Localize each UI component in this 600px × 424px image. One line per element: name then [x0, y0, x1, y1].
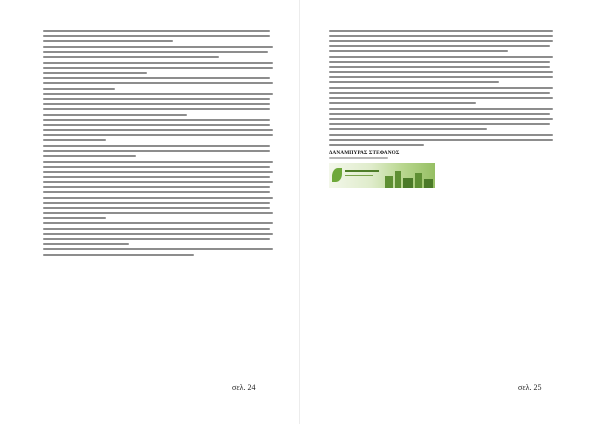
text-line	[43, 119, 270, 121]
text-line	[329, 66, 550, 68]
text-line	[329, 102, 476, 104]
signature-name: ΔΑΝΑΜΠΥΡΑΣ ΣΤΕΦΑΝΟΣ	[329, 149, 400, 156]
text-line	[43, 129, 273, 131]
text-line	[43, 56, 219, 58]
paragraph	[43, 30, 275, 42]
text-line	[43, 155, 136, 157]
text-line	[43, 150, 270, 152]
text-line	[43, 207, 270, 209]
text-line	[329, 128, 487, 130]
text-line	[43, 139, 106, 141]
text-line	[43, 222, 273, 224]
text-line	[329, 35, 553, 37]
text-line	[329, 123, 550, 125]
paragraph	[43, 77, 275, 89]
building-icon	[415, 173, 422, 188]
text-line	[43, 72, 147, 74]
right-page-text	[329, 30, 555, 191]
right-page	[300, 0, 600, 424]
text-line	[329, 81, 499, 83]
text-line	[43, 176, 270, 178]
text-line	[329, 157, 388, 159]
text-line	[329, 139, 553, 141]
text-line	[43, 238, 270, 240]
text-line	[329, 134, 553, 136]
paragraph	[43, 248, 275, 255]
text-line	[43, 191, 270, 193]
text-line	[43, 171, 273, 173]
text-line	[43, 197, 273, 199]
building-icon	[395, 171, 401, 188]
right-page-number: σελ. 25	[518, 383, 542, 392]
text-line	[329, 50, 508, 52]
paragraph	[43, 145, 275, 157]
paragraph	[43, 222, 275, 244]
text-line	[43, 93, 273, 95]
text-line	[329, 40, 553, 42]
text-line	[43, 134, 273, 136]
text-line	[43, 212, 273, 214]
text-line	[43, 51, 268, 53]
text-line	[329, 108, 553, 110]
text-line	[43, 108, 270, 110]
text-line	[43, 82, 273, 84]
text-line	[329, 30, 553, 32]
text-line	[329, 92, 550, 94]
text-line	[43, 145, 270, 147]
paragraph	[329, 108, 555, 130]
text-line	[43, 114, 187, 116]
banner-subtitle-mark	[345, 175, 373, 177]
paragraph	[43, 119, 275, 141]
text-line	[43, 46, 273, 48]
text-line	[43, 202, 270, 204]
building-icon	[385, 176, 393, 188]
text-line	[329, 45, 550, 47]
text-line	[329, 56, 553, 58]
organization-banner-logo	[329, 163, 435, 188]
text-line	[43, 228, 270, 230]
text-line	[43, 248, 273, 250]
text-line	[43, 233, 273, 235]
text-line	[43, 67, 273, 69]
text-line	[43, 254, 194, 256]
text-line	[43, 181, 273, 183]
text-line	[329, 113, 550, 115]
paragraph	[329, 87, 555, 104]
text-line	[329, 61, 550, 63]
text-line	[43, 217, 106, 219]
building-icon	[424, 179, 433, 188]
text-line	[43, 35, 270, 37]
paragraph	[329, 134, 555, 146]
text-line	[329, 71, 553, 73]
text-line	[329, 76, 553, 78]
paragraph	[329, 56, 555, 83]
text-line	[43, 103, 270, 105]
text-line	[329, 87, 553, 89]
text-line	[43, 166, 270, 168]
paragraph	[43, 46, 275, 58]
text-line	[43, 124, 270, 126]
text-line	[43, 243, 129, 245]
text-line	[43, 77, 270, 79]
text-line	[329, 97, 553, 99]
left-page-number: σελ. 24	[232, 383, 256, 392]
paragraph	[43, 62, 275, 74]
building-icon	[403, 178, 413, 188]
text-line	[43, 88, 115, 90]
paragraph	[43, 161, 275, 219]
banner-title-mark	[345, 170, 379, 172]
left-page-text	[43, 30, 275, 259]
leaf-icon	[332, 168, 342, 182]
paragraph	[329, 30, 555, 52]
text-line	[329, 144, 424, 146]
text-line	[329, 118, 553, 120]
text-line	[43, 40, 173, 42]
text-line	[43, 161, 273, 163]
text-line	[43, 30, 270, 32]
signature-block	[329, 150, 555, 188]
text-line	[43, 186, 270, 188]
paragraph	[43, 93, 275, 115]
text-line	[43, 62, 273, 64]
text-line	[43, 98, 270, 100]
